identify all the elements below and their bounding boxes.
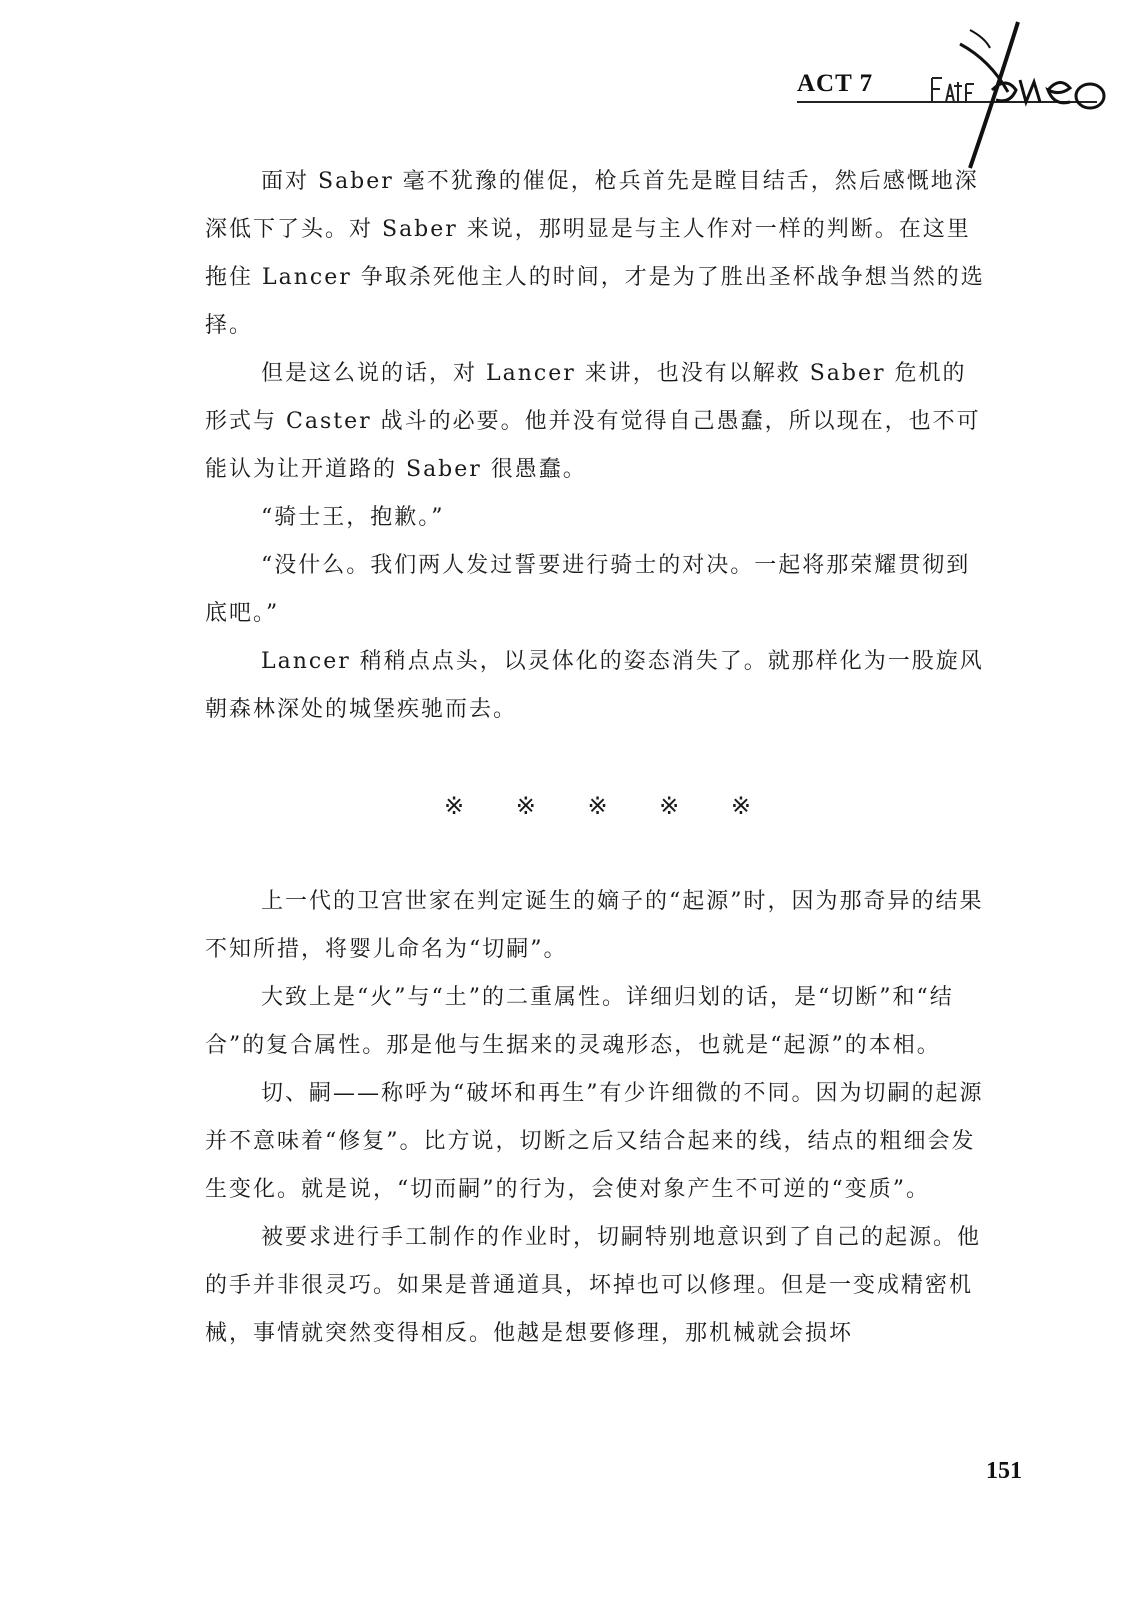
paragraph: 被要求进行手工制作的作业时，切嗣特别地意识到了自己的起源。他的手并非很灵巧。如果是普通道具，坏掉也可以修理。但是一变成精密机械，事情就突然变得相反。他越是想要修理，那机械就会损坏 [205, 1225, 982, 1346]
fate-zero-logo [930, 20, 1110, 170]
svg-text:Fate/Zero: Fate/Zero [930, 21, 935, 22]
paragraph: 切、嗣——称呼为“破坏和再生”有少许细微的不同。因为切嗣的起源并不意味着“修复”。比方说，切断之后又结合起来的线，结点的粗细会发生变化。就是说，“切而嗣”的行为，会使对象产生不可逆的“变质”。 [205, 1081, 984, 1202]
body-text [205, 158, 990, 1358]
paragraph: Lancer 稍稍点点头，以灵体化的姿态消失了。就那样化为一股旋风朝森林深处的城堡疾驰而去。 [205, 649, 984, 722]
paragraph: 但是这么说的话，对 Lancer 来讲，也没有以解救 Saber 危机的形式与 Caster 战斗的必要。他并没有觉得自己愚蠢，所以现在，也不可能认为让开道路的 Saber 很愚蠢。 [205, 361, 981, 482]
paragraph: 上一代的卫宫世家在判定诞生的嫡子的“起源”时，因为那奇异的结果不知所措，将婴儿命名为“切嗣”。 [205, 889, 984, 962]
dialogue-line: “没什么。我们两人发过誓要进行骑士的对决。一起将那荣耀贯彻到底吧。” [205, 553, 971, 626]
paragraph: 大致上是“火”与“土”的二重属性。详细归划的话，是“切断”和“结合”的复合属性。那是他与生据来的灵魂形态，也就是“起源”的本相。 [205, 985, 954, 1058]
chapter-label: ACT 7 [797, 70, 874, 97]
paragraph: 面对 Saber 毫不犹豫的催促，枪兵首先是瞠目结舌，然后感慨地深深低下了头。对 Saber 来说，那明显是与主人作对一样的判断。在这里拖住 Lancer 争取杀死他主人的时间，才是为了胜出圣杯战争想当然的选择。 [205, 169, 985, 338]
page-number: 151 [986, 1458, 1022, 1484]
scene-separator: ※ ※ ※ ※ ※ [443, 792, 774, 820]
dialogue-line: “骑士王，抱歉。” [261, 505, 445, 530]
